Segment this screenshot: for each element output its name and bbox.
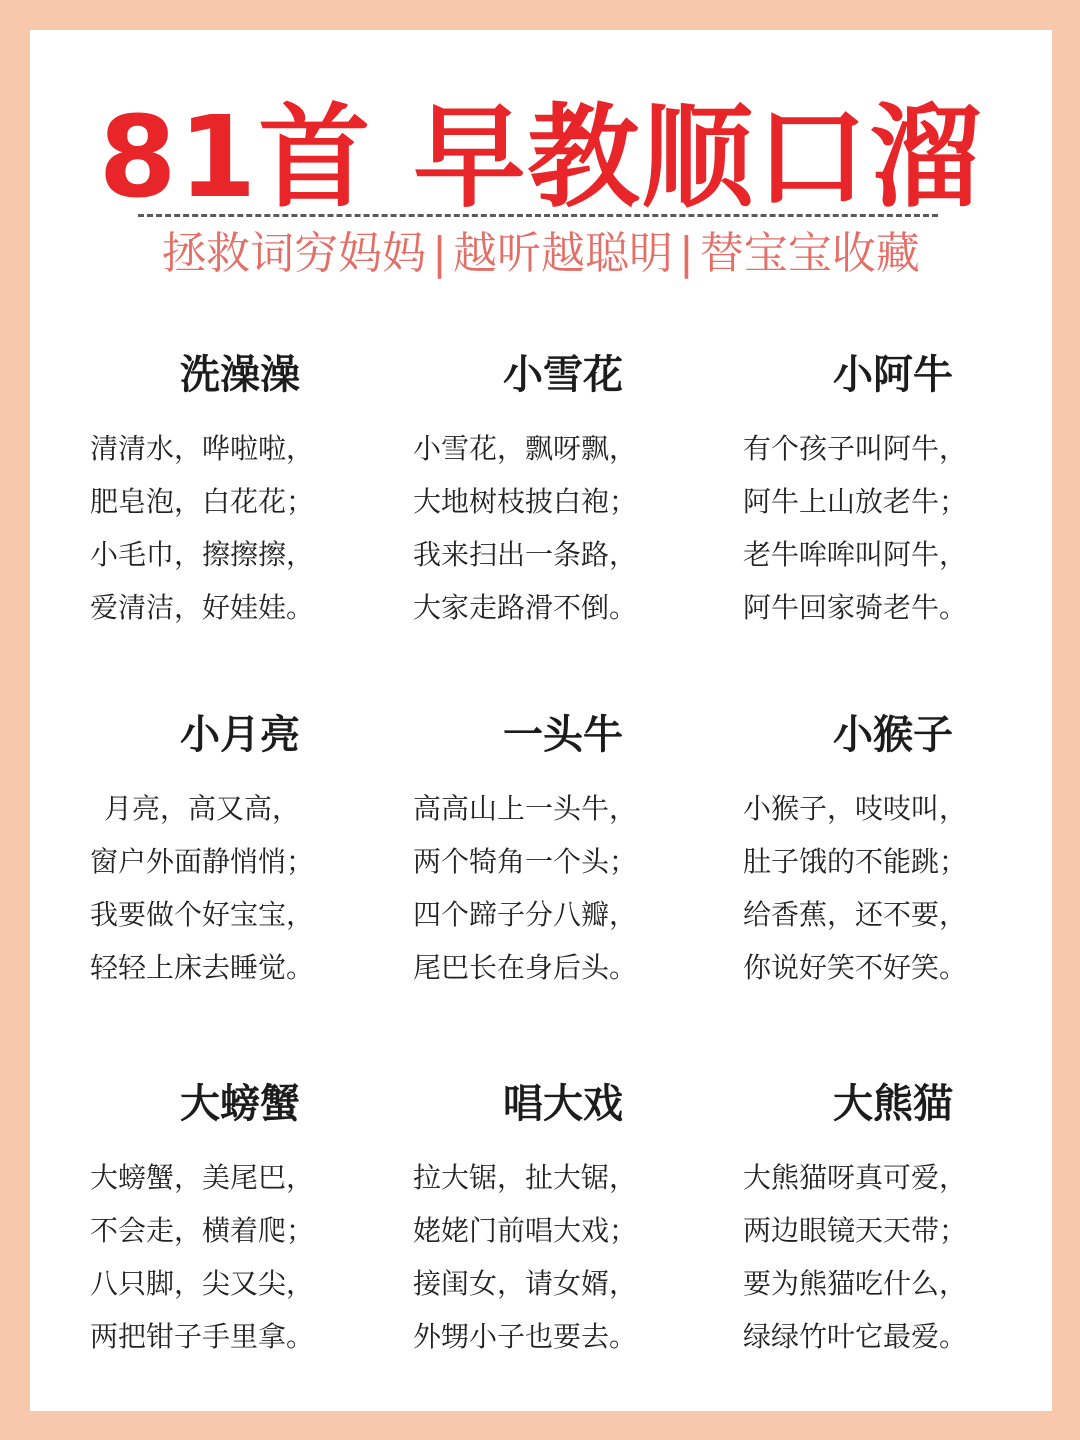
poem-line: 两把钳子手里拿。 <box>90 1320 315 1353</box>
poem-line: 大地树枝披白袍； <box>413 485 638 518</box>
poem-line: 给香蕉，还不要， <box>743 898 968 931</box>
poem-line: 尾巴长在身后头。 <box>413 951 638 984</box>
poem-title: 大螃蟹 <box>180 1081 300 1127</box>
poem-line: 拉大锯，扯大锯， <box>413 1161 638 1194</box>
subtitle-part-1: 拯救词穷妈妈 <box>162 228 427 279</box>
subtitle-part-3: 替宝宝收藏 <box>699 228 920 279</box>
poem-title: 大熊猫 <box>833 1081 953 1127</box>
poem-card <box>743 344 1043 634</box>
poem-line: 阿牛上山放老牛； <box>743 485 968 518</box>
poem-line: 高高山上一头牛， <box>413 792 638 825</box>
poem-card <box>413 704 713 994</box>
subtitle-separator: | <box>432 228 447 279</box>
poem-line: 两个犄角一个头； <box>413 845 638 878</box>
subtitle-separator: | <box>679 228 694 279</box>
poem-card <box>90 344 390 634</box>
poem-line: 清清水，哗啦啦， <box>90 432 315 465</box>
poem-card <box>743 1073 1043 1363</box>
poem-line: 外甥小子也要去。 <box>413 1320 638 1353</box>
poster-card <box>30 30 1052 1411</box>
poem-line: 我来扫出一条路， <box>413 538 638 571</box>
poem-line: 大熊猫呀真可爱， <box>743 1161 968 1194</box>
poem-card <box>413 1073 713 1363</box>
poem-card <box>90 1073 390 1363</box>
poem-title: 小阿牛 <box>833 352 953 398</box>
subtitle <box>30 228 1052 281</box>
page-title: 81首 早教顺口溜 <box>98 93 984 223</box>
poem-line: 轻轻上床去睡觉。 <box>90 951 315 984</box>
poem-title: 唱大戏 <box>503 1081 623 1127</box>
poem-line: 爱清洁，好娃娃。 <box>90 591 315 624</box>
poem-line: 我要做个好宝宝， <box>90 898 315 931</box>
poem-line: 八只脚，尖又尖， <box>90 1267 315 1300</box>
poem-card <box>90 704 390 994</box>
poem-line: 绿绿竹叶它最爱。 <box>743 1320 968 1353</box>
dashed-divider <box>138 214 938 217</box>
poem-line: 小毛巾，擦擦擦， <box>90 538 315 571</box>
poem-card <box>743 704 1043 994</box>
poem-line: 有个孩子叫阿牛， <box>743 432 968 465</box>
poem-title: 一头牛 <box>503 712 623 758</box>
poem-line: 小猴子，吱吱叫， <box>743 792 968 825</box>
poem-line: 不会走，横着爬； <box>90 1214 315 1247</box>
poem-line: 阿牛回家骑老牛。 <box>743 591 968 624</box>
poem-title: 洗澡澡 <box>180 352 300 398</box>
poem-title: 小雪花 <box>503 352 623 398</box>
poem-line: 大家走路滑不倒。 <box>413 591 638 624</box>
poem-line: 月亮，高又高， <box>104 792 301 825</box>
poem-line: 姥姥门前唱大戏； <box>413 1214 638 1247</box>
poem-line: 肚子饿的不能跳； <box>743 845 968 878</box>
poem-line: 老牛哞哞叫阿牛， <box>743 538 968 571</box>
poem-line: 你说好笑不好笑。 <box>743 951 968 984</box>
poem-line: 接闺女，请女婿， <box>413 1267 638 1300</box>
poem-line: 窗户外面静悄悄； <box>90 845 315 878</box>
poem-line: 两边眼镜天天带； <box>743 1214 968 1247</box>
poem-title: 小猴子 <box>833 712 953 758</box>
poem-line: 小雪花，飘呀飘， <box>413 432 638 465</box>
poem-title: 小月亮 <box>180 712 300 758</box>
poem-line: 四个蹄子分八瓣， <box>413 898 638 931</box>
poem-line: 大螃蟹，美尾巴， <box>90 1161 315 1194</box>
subtitle-part-2: 越听越聪明 <box>453 228 673 279</box>
poem-card <box>413 344 713 634</box>
poem-line: 肥皂泡，白花花； <box>90 485 315 518</box>
poem-line: 要为熊猫吃什么， <box>743 1267 968 1300</box>
